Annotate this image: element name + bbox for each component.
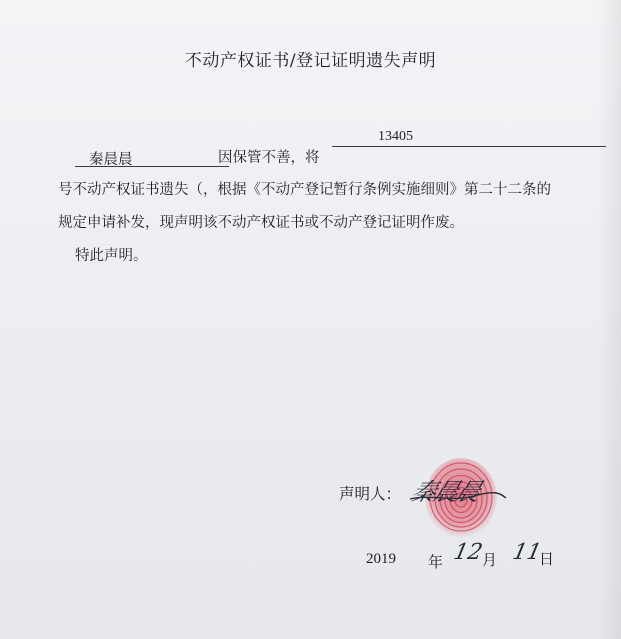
date-month-unit: 月 bbox=[482, 551, 498, 569]
date-month: 12 bbox=[451, 540, 485, 565]
certificate-number: 13405 bbox=[378, 129, 413, 144]
declarant-name: 秦晨晨 bbox=[89, 152, 133, 168]
certificate-number-field bbox=[332, 128, 606, 147]
body-line-1: 因保管不善，将 bbox=[218, 150, 320, 166]
body-line-3: 规定申请补发，现声明该不动产权证书或不动产登记证明作废。 bbox=[58, 215, 464, 231]
date-year: 2019 bbox=[366, 551, 396, 567]
signature-stroke bbox=[408, 490, 508, 504]
date-year-unit: 年 bbox=[428, 553, 444, 571]
body-line-2: 号不动产权证书遗失（，根据《不动产登记暂行条例实施细则》第二十二条的 bbox=[58, 182, 551, 198]
handwritten-signature: 秦晨晨 bbox=[407, 478, 483, 506]
date-day: 11 bbox=[510, 540, 544, 565]
declarant-label: 声明人： bbox=[339, 485, 402, 503]
page-shadow bbox=[597, 0, 621, 639]
document-title: 不动产权证书/登记证明遗失声明 bbox=[184, 51, 437, 71]
date-day-unit: 日 bbox=[539, 550, 555, 568]
declarant-name-field bbox=[75, 148, 229, 167]
body-line-4: 特此声明。 bbox=[75, 248, 148, 264]
